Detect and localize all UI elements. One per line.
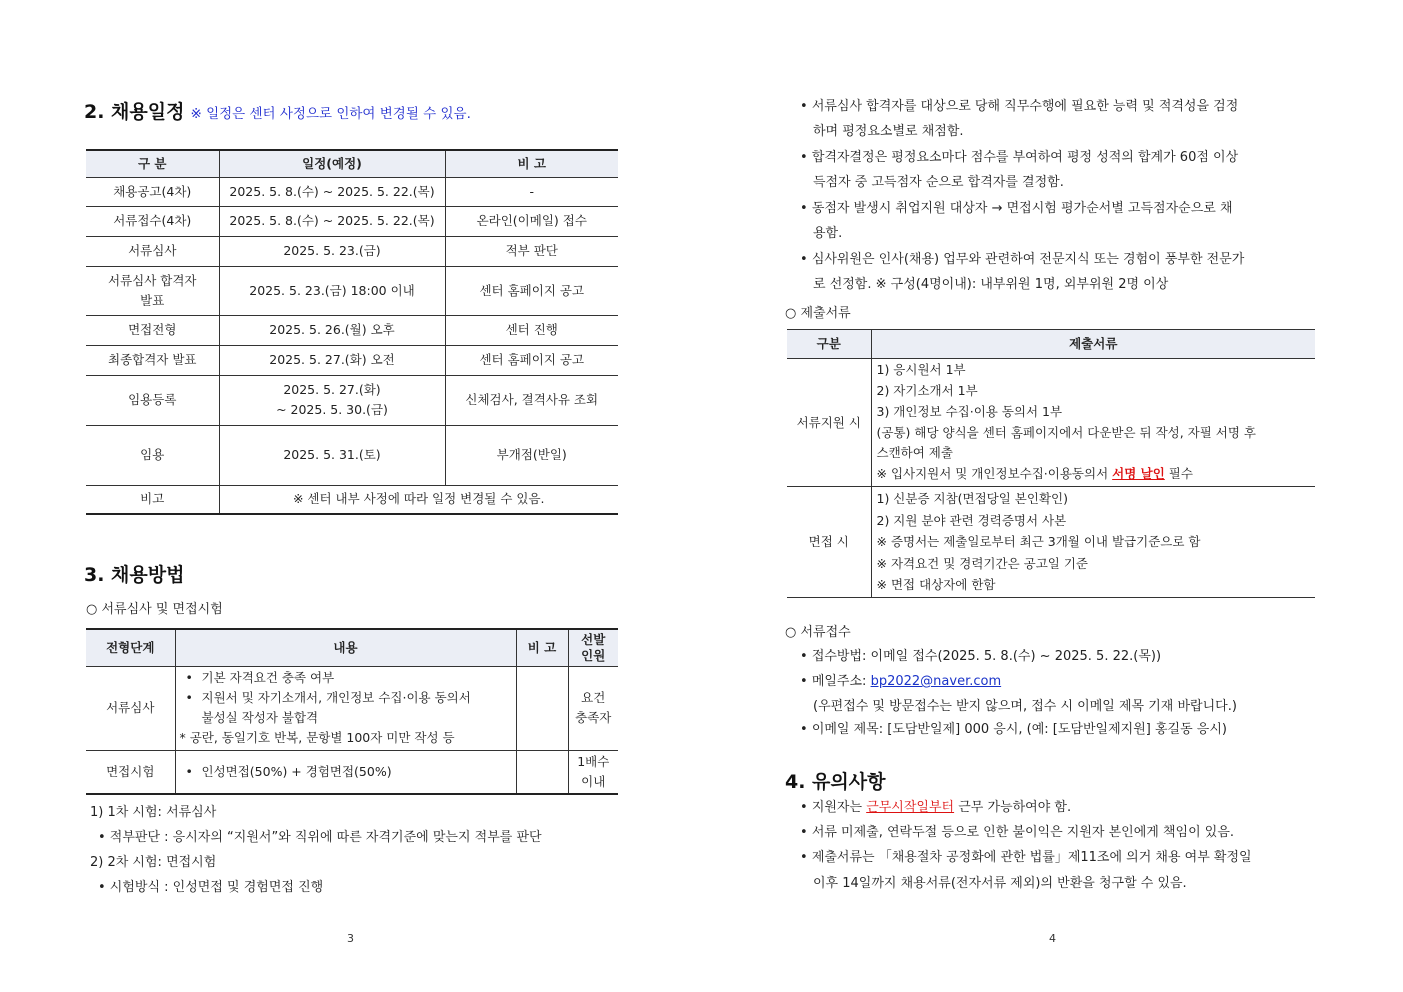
doc-item: 1) 신분증 지참(면접당일 본인확인) [876,491,1068,507]
start-date-emphasis: 근무시작일부터 [866,800,955,815]
bullet-cont: 득점자 중 고득점자 순으로 합격자를 결정함. [813,175,1064,190]
stage-remark [516,750,568,794]
row-label-line1: 서류심사 합격자 [108,272,197,288]
exam-1-label: 1) 1차 시험: 서류심사 [90,805,217,820]
stage-select [568,666,618,750]
bullet-cont: 로 선정함. ※ 구성(4명이내): 내부위원 1명, 외부위원 2명 이상 [813,277,1169,292]
row-date-line1: 2025. 5. 27.(화) [283,382,381,397]
row-label: 채용공고(4차) [86,177,219,206]
caution-1: • 지원자는 근무시작일부터 근무 가능하여야 함. [800,800,1072,815]
screening-subheading: ○ 서류심사 및 면접시험 [86,602,223,617]
select-line2: 충족자 [575,710,612,725]
doc-item: (공통) 해당 양식을 센터 홈페이지에서 다운받은 뒤 작성, 자필 서명 후 [876,424,1256,440]
bullet-cont: 용함. [813,226,843,241]
section-2-heading [84,97,471,124]
row-remark: 신체검사, 결격사유 조회 [445,375,618,425]
bullet-text: 합격자결정은 평정요소마다 점수를 부여하여 평정 성적의 합계가 60점 이상 [811,150,1239,165]
table-row [86,750,618,794]
documents-table [787,329,1315,598]
exam-1-detail: • 적부판단 : 응시자의 “지원서”와 직위에 따른 자격기준에 맞는지 적부를 판단 [98,830,542,845]
row-remark: 온라인(이메일) 접수 [445,206,618,236]
table-row [787,487,1315,598]
schedule-table [86,149,618,515]
method-col-stage: 전형단계 [86,629,175,666]
mail-label: 메일주소: [811,674,867,689]
select-line1: 선발 [581,631,606,647]
select-line2: 인원 [581,647,606,663]
caution-1-a: 지원자는 [811,800,863,815]
doc-item: 3) 개인정보 수집·이용 동의서 1부 [876,403,1063,419]
signature-emphasis: 서명 날인 [1112,466,1165,482]
content-item: • 기본 자격요건 충족 여부 [180,668,512,688]
caution-2: • 서류 미제출, 연락두절 등으로 인한 불이익은 지원자 본인에게 책임이 있음. [800,825,1235,840]
stage-label: 서류심사 [86,666,175,750]
content-item: • 지원서 및 자기소개서, 개인정보 수집·이용 동의서 [180,688,512,708]
section-4-title: 4. 유의사항 [785,771,886,793]
doc-item: ※ 면접 대상자에 한함 [876,577,996,593]
row-label-line2: 발표 [140,292,165,308]
row-date [219,375,445,425]
bullet-line: • 서류심사 합격자를 대상으로 당해 직무수행에 필요한 능력 및 적격성을 검정 [800,99,1239,114]
select-line2: 이내 [581,773,606,789]
content-item: • 인성면접(50%) + 경험면접(50%) [180,762,512,782]
documents-header-row [787,330,1315,359]
stage-content [175,666,516,750]
row-remark: 적부 판단 [445,236,618,266]
documents-col-category: 구분 [787,330,871,359]
table-row [787,359,1315,487]
row-date: 2025. 5. 23.(금) [219,236,445,266]
email-link[interactable]: bp2022@naver.com [870,674,1002,689]
schedule-header-row [86,150,618,177]
bullet-line: • 심사위원은 인사(채용) 업무와 관련하여 전문지식 또는 경험이 풍부한 전문가 [800,252,1245,267]
method-col-remark: 비 고 [516,629,568,666]
doc-item: 1) 응시원서 1부 [876,362,966,378]
stage-content [175,750,516,794]
exam-2-detail: • 시험방식 : 인성면접 및 경험면접 진행 [98,880,324,895]
documents-subheading: ○ 제출서류 [785,306,851,321]
receipt-method-text: 접수방법: 이메일 접수(2025. 5. 8.(수) ~ 2025. 5. 22.(목)) [811,649,1162,664]
footer-text: ※ 센터 내부 사정에 따라 일정 변경될 수 있음. [219,485,618,514]
table-row [86,315,618,345]
receipt-method: • 접수방법: 이메일 접수(2025. 5. 8.(수) ~ 2025. 5. 22.(목)) [800,649,1162,664]
doc-note-suffix: 필수 [1168,466,1193,482]
content-item-cont: 불성실 작성자 불합격 [201,710,319,725]
page-number-4: 4 [1049,932,1056,945]
row-label: 최종합격자 발표 [86,345,219,375]
documents-col-list: 제출서류 [871,330,1315,359]
table-row [86,666,618,750]
row-date: 2025. 5. 31.(토) [219,425,445,485]
doc-note-text: ※ 입사지원서 및 개인정보수집·이용동의서 [876,466,1109,482]
method-table [86,628,618,795]
documents-list [871,487,1315,598]
receipt-subject: • 이메일 제목: [도담반일제] 000 응시, (예: [도담반일제지원] 홍길동 응시) [800,722,1227,737]
row-date: 2025. 5. 8.(수) ~ 2025. 5. 22.(목) [219,177,445,206]
row-remark: 센터 홈페이지 공고 [445,345,618,375]
method-header-row [86,629,618,666]
row-date: 2025. 5. 8.(수) ~ 2025. 5. 22.(목) [219,206,445,236]
receipt-mail: • 메일주소: bp2022@naver.com [800,674,1002,689]
bullet-text: 심사위원은 인사(채용) 업무와 관련하여 전문지식 또는 경험이 풍부한 전문가 [811,252,1245,267]
stage-select [568,750,618,794]
doc-item: ※ 증명서는 제출일로부터 최근 3개월 이내 발급기준으로 함 [876,534,1201,550]
evaluation-bullets [800,97,1244,300]
row-date: 2025. 5. 26.(월) 오후 [219,315,445,345]
receipt-subheading: ○ 서류접수 [785,625,851,640]
method-col-select [568,629,618,666]
row-date: 2025. 5. 27.(화) 오전 [219,345,445,375]
table-row [86,206,618,236]
documents-stage-label: 서류지원 시 [787,359,871,487]
stage-remark [516,666,568,750]
table-row [86,236,618,266]
caution-3-text: 제출서류는 「채용절차 공정화에 관한 법률」제11조에 의거 채용 여부 확정일 [811,850,1252,865]
row-remark: 부개점(반일) [445,425,618,485]
row-remark: 센터 진행 [445,315,618,345]
bullet-line: • 합격자결정은 평정요소마다 점수를 부여하여 평정 성적의 합계가 60점 이상 [800,150,1239,165]
doc-item: 스캔하여 제출 [876,445,953,461]
doc-item: 2) 자기소개서 1부 [876,382,978,398]
table-row [86,266,618,315]
stage-label: 면접시험 [86,750,175,794]
doc-item-signature [877,464,1312,485]
page-number-3: 3 [347,932,354,945]
documents-stage-label: 면접 시 [787,487,871,598]
doc-item: ※ 자격요건 및 경력기간은 공고일 기준 [876,555,1088,571]
row-label: 면접전형 [86,315,219,345]
table-row [86,177,618,206]
select-line1: 요건 [581,690,606,705]
table-row [86,345,618,375]
bullet-text: 동점자 발생시 취업지원 대상자 → 면접시험 평가순서별 고득점자순으로 채 [811,201,1233,216]
caution-3: • 제출서류는 「채용절차 공정화에 관한 법률」제11조에 의거 채용 여부 확정일 [800,850,1252,865]
caution-3-cont: 이후 14일까지 채용서류(전자서류 제외)의 반환을 청구할 수 있음. [813,876,1187,891]
doc-item: 2) 지원 분야 관련 경력증명서 사본 [876,512,1067,528]
row-remark: 센터 홈페이지 공고 [445,266,618,315]
exam-2-label: 2) 2차 시험: 면접시험 [90,855,217,870]
schedule-col-category: 구 분 [86,150,219,177]
caution-1-b: 근무 가능하여야 함. [958,800,1072,815]
bullet-line: • 동점자 발생시 취업지원 대상자 → 면접시험 평가순서별 고득점자순으로 채 [800,201,1233,216]
documents-list [871,359,1315,487]
row-date-line2: ~ 2025. 5. 30.(금) [276,402,388,417]
schedule-col-date: 일정(예정) [219,150,445,177]
bullet-cont: 하며 평정요소별로 채점함. [813,124,964,139]
row-label [86,266,219,315]
section-3-title: 3. 채용방법 [84,564,185,586]
caution-2-text: 서류 미제출, 연락두절 등으로 인한 불이익은 지원자 본인에게 책임이 있음. [811,825,1235,840]
row-label: 서류접수(4차) [86,206,219,236]
table-row [86,375,618,425]
row-label: 서류심사 [86,236,219,266]
select-line1: 1배수 [577,753,610,769]
mail-note: (우편접수 및 방문접수는 받지 않으며, 접수 시 이메일 제목 기재 바랍니다.) [813,699,1237,714]
footer-label: 비고 [86,485,219,514]
section-2-title: 2. 채용일정 [84,101,185,123]
row-date: 2025. 5. 23.(금) 18:00 이내 [219,266,445,315]
schedule-footer-row [86,485,618,514]
row-label: 임용등록 [86,375,219,425]
row-label: 임용 [86,425,219,485]
content-note: * 공란, 동일기호 반복, 문항별 100자 미만 작성 등 [179,730,455,745]
schedule-note: ※ 일정은 센터 사정으로 인하여 변경될 수 있음. [190,106,471,122]
row-remark: - [445,177,618,206]
schedule-col-remark: 비 고 [445,150,618,177]
bullet-text: 서류심사 합격자를 대상으로 당해 직무수행에 필요한 능력 및 적격성을 검정 [811,99,1239,114]
subject-text: 이메일 제목: [도담반일제] 000 응시, (예: [도담반일제지원] 홍길동 응시) [811,722,1227,737]
table-row [86,425,618,485]
method-col-content: 내용 [175,629,516,666]
